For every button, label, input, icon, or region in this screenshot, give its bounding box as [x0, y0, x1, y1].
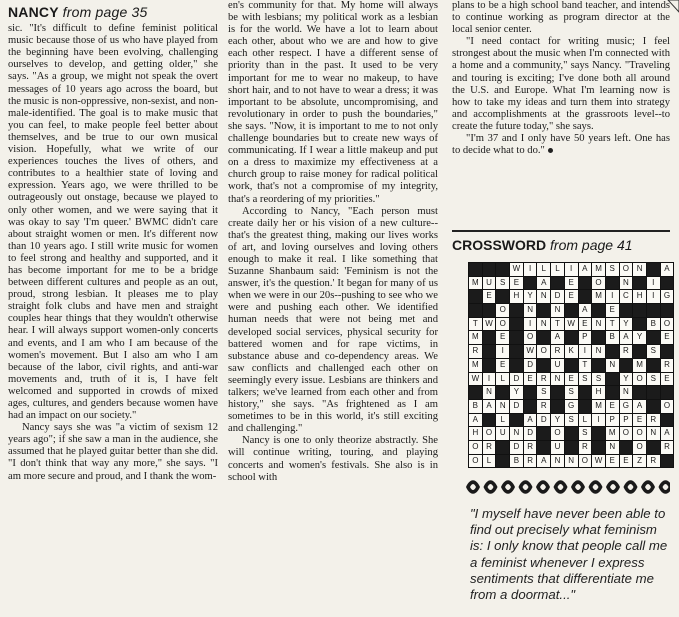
grid-letter: P	[620, 414, 633, 427]
grid-letter: I	[647, 277, 660, 290]
grid-letter: I	[647, 290, 660, 303]
grid-letter: S	[592, 373, 605, 386]
grid-letter: K	[565, 345, 578, 358]
grid-letter: E	[510, 277, 523, 290]
grid-letter: H	[469, 427, 482, 440]
grid-block	[510, 359, 523, 372]
grid-letter: D	[537, 414, 550, 427]
grid-block	[496, 441, 509, 454]
grid-block	[647, 331, 660, 344]
grid-letter: M	[592, 290, 605, 303]
grid-letter: N	[551, 304, 564, 317]
grid-letter: I	[579, 345, 592, 358]
grid-block	[647, 386, 660, 399]
grid-letter: C	[620, 290, 633, 303]
grid-letter: R	[661, 359, 674, 372]
grid-block	[633, 304, 646, 317]
grid-letter: I	[565, 263, 578, 276]
grid-block	[661, 345, 674, 358]
page-corner-icon	[666, 0, 679, 14]
grid-letter: W	[565, 318, 578, 331]
grid-letter: S	[647, 373, 660, 386]
grid-letter: A	[661, 263, 674, 276]
grid-block	[483, 304, 496, 317]
grid-letter: O	[579, 455, 592, 468]
grid-letter: P	[606, 414, 619, 427]
grid-block	[496, 386, 509, 399]
grid-letter: N	[620, 277, 633, 290]
grid-letter: O	[661, 400, 674, 413]
paragraph: According to Nancy, "Each person must create daily her or his vision of a new culture--that's the greatest thing, making our lives works of art, and loving ourselves and loving others enough to make it real. I like something that Suzanne Shanbaum said: 'Feminism is not the answer, it's the question.' It began for many of us when we were in our 20s--pushing to see who we were and pushing each other. We identified human needs that were not being met and developed social services, physical security for battered women and for rape victims, in substance abuse and co-dependency areas. We saw conflicts and challenged each other on seemingly every issue. Lesbians are thinkers and talkers; we've learned from each other and from history," she says. "As frightened as I am sometimes to be in this world, it's still exciting and challenging."	[228, 205, 438, 435]
grid-block	[496, 455, 509, 468]
grid-letter: T	[551, 318, 564, 331]
grid-letter: S	[579, 427, 592, 440]
grid-letter: O	[524, 331, 537, 344]
grid-letter: I	[606, 290, 619, 303]
grid-letter: N	[592, 318, 605, 331]
grid-block	[565, 359, 578, 372]
grid-letter: B	[510, 455, 523, 468]
grid-letter: R	[551, 345, 564, 358]
grid-letter: N	[647, 427, 660, 440]
crossword-title-text: CROSSWORD	[452, 237, 547, 253]
article-column-2	[228, 0, 438, 484]
grid-block	[592, 331, 605, 344]
grid-letter: O	[551, 427, 564, 440]
grid-letter: E	[606, 455, 619, 468]
grid-letter: O	[633, 373, 646, 386]
grid-letter: O	[469, 441, 482, 454]
grid-block	[633, 277, 646, 290]
grid-letter: I	[592, 414, 605, 427]
grid-letter: E	[661, 373, 674, 386]
grid-letter: N	[606, 441, 619, 454]
grid-block	[510, 345, 523, 358]
grid-letter: W	[592, 455, 605, 468]
grid-letter: L	[483, 455, 496, 468]
grid-block	[633, 318, 646, 331]
grid-letter: D	[524, 359, 537, 372]
grid-block	[524, 386, 537, 399]
paragraph: sic. "It's difficult to define feminist political music because those of us who have played from the beginning have been evolving, challenging ourselves to develop, and getting older," she says. "As a group, we might not speak the overt messages of 10 years ago across the board, but the music is non-oppressive, non-sexist, and non-male-identified. The goal is to make music that you can feel, to make people feel better about themselves, and be true to our own musical vision. Hopefully, what we write of our experiences touches the lives of others, and contributes to a healthier state of loving and expression. Years ago, we were thrilled to be outrageously out onstage, because we played to only other women, and we were saying that it was okay to say 'I'm queer.' BWMC didn't care about straight women or men. It's different now than 10 years ago. I still write music for women to feel strong and healthy and supported, and it has become important for me to be a bridge between different cultures and people as an out, proud, strong lesbian. It pleases me to play straight folk clubs and have men and straight couples hear things that they wouldn't otherwise hear. I will always support women-only concerts and events, and I am who I am because of the women's movement. But I also am who I am because of the labor, civil rights, and anti-war movements and, truth of it is, I have felt welcomed and supported in crowds of mixed ages, cultures, and genders because women have had an impact on our society."	[8, 23, 218, 422]
article-headline	[8, 6, 218, 18]
grid-letter: M	[469, 277, 482, 290]
grid-letter: D	[510, 441, 523, 454]
grid-letter: L	[537, 263, 550, 276]
grid-block	[537, 331, 550, 344]
grid-block	[565, 427, 578, 440]
paragraph: Nancy is one to only theorize abstractly. She will continue writing, touring, and playing concerts and women's festivals. She also is in school with	[228, 435, 438, 483]
grid-letter: Y	[620, 373, 633, 386]
grid-letter: E	[633, 414, 646, 427]
grid-letter: N	[537, 290, 550, 303]
grid-letter: S	[496, 277, 509, 290]
grid-block	[633, 345, 646, 358]
grid-letter: W	[524, 345, 537, 358]
grid-letter: D	[510, 400, 523, 413]
paragraph	[452, 133, 670, 157]
grid-block	[524, 400, 537, 413]
grid-letter: H	[633, 290, 646, 303]
grid-letter: N	[524, 304, 537, 317]
grid-block	[565, 304, 578, 317]
grid-block	[510, 331, 523, 344]
grid-letter: L	[496, 373, 509, 386]
grid-letter: P	[579, 331, 592, 344]
grid-block	[606, 373, 619, 386]
grid-letter: H	[510, 290, 523, 303]
grid-block	[661, 277, 674, 290]
grid-letter: O	[496, 318, 509, 331]
article-column-3	[452, 0, 670, 157]
grid-letter: Y	[510, 386, 523, 399]
grid-letter: S	[565, 414, 578, 427]
grid-letter: Y	[620, 318, 633, 331]
grid-block	[592, 441, 605, 454]
grid-letter: Y	[551, 414, 564, 427]
grid-letter: N	[620, 386, 633, 399]
grid-letter: S	[565, 386, 578, 399]
grid-block	[579, 277, 592, 290]
grid-block	[483, 263, 496, 276]
grid-letter: A	[537, 455, 550, 468]
grid-letter: I	[496, 345, 509, 358]
grid-letter: O	[620, 263, 633, 276]
grid-letter: M	[469, 359, 482, 372]
grid-letter: G	[565, 400, 578, 413]
grid-letter: O	[537, 345, 550, 358]
grid-letter: R	[620, 345, 633, 358]
grid-block	[606, 277, 619, 290]
grid-block	[620, 441, 633, 454]
grid-letter: O	[592, 277, 605, 290]
grid-block	[633, 386, 646, 399]
grid-letter: S	[647, 345, 660, 358]
grid-letter: E	[524, 373, 537, 386]
grid-letter: S	[606, 263, 619, 276]
grid-block	[579, 400, 592, 413]
grid-letter: A	[620, 331, 633, 344]
grid-block	[537, 359, 550, 372]
grid-letter: E	[661, 331, 674, 344]
grid-letter: E	[496, 331, 509, 344]
grid-letter: A	[579, 304, 592, 317]
grid-block	[661, 304, 674, 317]
grid-letter: E	[565, 373, 578, 386]
grid-block	[551, 277, 564, 290]
grid-letter: T	[606, 318, 619, 331]
grid-letter: U	[496, 427, 509, 440]
grid-letter: D	[551, 290, 564, 303]
grid-letter: G	[661, 290, 674, 303]
grid-block	[647, 304, 660, 317]
grid-letter: U	[551, 359, 564, 372]
grid-letter: R	[483, 441, 496, 454]
grid-letter: N	[551, 455, 564, 468]
grid-block	[592, 304, 605, 317]
grid-block	[537, 427, 550, 440]
grid-letter: E	[579, 318, 592, 331]
grid-letter: B	[647, 318, 660, 331]
grid-letter: Z	[633, 455, 646, 468]
grid-block	[592, 359, 605, 372]
grid-block	[647, 441, 660, 454]
ornament-border-icon	[458, 474, 670, 500]
grid-letter: E	[620, 455, 633, 468]
grid-letter: T	[579, 359, 592, 372]
grid-letter: A	[633, 400, 646, 413]
grid-letter: E	[606, 400, 619, 413]
grid-letter: D	[524, 427, 537, 440]
pull-quote: "I myself have never been able to find out precisely what feminism is: I only know that people call me a feminist whenever I express sentiments that differentiate me from a doormat..."	[470, 506, 668, 603]
grid-letter: W	[510, 263, 523, 276]
grid-letter: W	[483, 318, 496, 331]
grid-block	[469, 290, 482, 303]
grid-block	[579, 290, 592, 303]
grid-letter: O	[633, 427, 646, 440]
grid-block	[469, 304, 482, 317]
grid-block	[537, 441, 550, 454]
grid-letter: I	[524, 318, 537, 331]
grid-letter: O	[633, 441, 646, 454]
grid-letter: O	[620, 427, 633, 440]
grid-letter: H	[592, 386, 605, 399]
grid-letter: E	[496, 359, 509, 372]
grid-letter: A	[579, 263, 592, 276]
grid-letter: N	[510, 427, 523, 440]
grid-block	[483, 345, 496, 358]
grid-letter: N	[633, 263, 646, 276]
grid-letter: R	[537, 400, 550, 413]
grid-letter: A	[551, 331, 564, 344]
grid-letter: R	[537, 373, 550, 386]
paragraph: Nancy says she was "a victim of sexism 12 years ago"; if she saw a man in the audience, she assumed that he played guitar better than she did. "I don't think that way any more," she says. "I am more secure and proud, and I thank the wom-	[8, 422, 218, 482]
article-column-1	[8, 0, 218, 483]
grid-block	[647, 359, 660, 372]
grid-block	[647, 400, 660, 413]
grid-block	[551, 386, 564, 399]
crossword-title	[452, 237, 670, 253]
grid-letter: Y	[633, 331, 646, 344]
grid-letter: G	[620, 400, 633, 413]
grid-letter: O	[661, 318, 674, 331]
grid-block	[620, 304, 633, 317]
grid-block	[483, 359, 496, 372]
grid-letter: R	[579, 441, 592, 454]
headline-title: NANCY	[8, 4, 59, 20]
grid-letter: S	[579, 373, 592, 386]
grid-letter: I	[524, 263, 537, 276]
grid-block	[483, 414, 496, 427]
grid-letter: R	[647, 455, 660, 468]
grid-letter: O	[496, 304, 509, 317]
grid-block	[661, 386, 674, 399]
section-divider	[452, 230, 670, 232]
crossword-grid	[468, 262, 674, 468]
end-mark-icon	[548, 148, 553, 153]
grid-block	[469, 263, 482, 276]
grid-letter: I	[483, 373, 496, 386]
paragraph-text: "I'm 37 and I only have 50 years left. One has to decide what to do."	[452, 133, 670, 157]
grid-letter: N	[537, 318, 550, 331]
grid-letter: N	[551, 373, 564, 386]
grid-letter: D	[510, 373, 523, 386]
grid-block	[510, 304, 523, 317]
grid-letter: T	[469, 318, 482, 331]
grid-letter: L	[496, 414, 509, 427]
grid-letter: M	[469, 331, 482, 344]
grid-letter: A	[537, 277, 550, 290]
grid-block	[537, 304, 550, 317]
grid-letter: U	[483, 277, 496, 290]
grid-letter: R	[524, 455, 537, 468]
grid-letter: N	[606, 359, 619, 372]
grid-letter: O	[469, 455, 482, 468]
grid-letter: A	[661, 427, 674, 440]
grid-letter: A	[483, 400, 496, 413]
grid-letter: N	[483, 386, 496, 399]
grid-letter: E	[483, 290, 496, 303]
grid-block	[661, 455, 674, 468]
grid-letter: W	[469, 373, 482, 386]
grid-letter: B	[469, 400, 482, 413]
grid-letter: O	[483, 427, 496, 440]
grid-letter: A	[469, 414, 482, 427]
grid-block	[620, 359, 633, 372]
grid-letter: R	[647, 414, 660, 427]
grid-letter: N	[565, 455, 578, 468]
grid-letter: E	[606, 304, 619, 317]
grid-block	[551, 400, 564, 413]
grid-block	[510, 318, 523, 331]
paragraph: en's community for that. My home will always be with lesbians; my political work as a lesbian is for the world. We have a lot to learn about each other, about who we are and how to give each other respect. I have a different sense of priority than in the past. It used to be very important for me to wear no makeup, to have short hair, and to not have to wear a dress; it was important to be absolute, uncompromising, and revolutionary in order to push the boundaries," she says. "Now, it is important to me to not only challenge boundaries but to create new ways of communicating. If I wear a little makeup and put on a dress to maximize my effectiveness at a church group to raise money for radical political work, that's not a compromise of my integrity, that's a reordering of my priorities."	[228, 0, 438, 205]
grid-letter: M	[592, 263, 605, 276]
grid-block	[469, 386, 482, 399]
paragraph: "I need contact for writing music; I feel strongest about the music when I'm connected with a home and a community," says Nancy. "Traveling and touring is exciting; I've done both all around the U.S. and Europe. What I'm learning now is how to take my ideas and turn them into strategy and accomplishments at the grassroots level--to create the future today," she says.	[452, 36, 670, 132]
grid-block	[496, 290, 509, 303]
grid-letter: E	[565, 277, 578, 290]
grid-letter: M	[633, 359, 646, 372]
grid-block	[565, 441, 578, 454]
grid-letter: U	[551, 441, 564, 454]
grid-block	[524, 277, 537, 290]
grid-letter: Y	[524, 290, 537, 303]
grid-block	[606, 345, 619, 358]
paragraph: plans to be a high school band teacher, and intends to continue working as program director at the local senior center.	[452, 0, 670, 36]
grid-letter: A	[524, 414, 537, 427]
grid-letter: B	[606, 331, 619, 344]
grid-letter: L	[551, 263, 564, 276]
grid-letter: L	[579, 414, 592, 427]
grid-letter: R	[661, 441, 674, 454]
grid-block	[565, 331, 578, 344]
grid-block	[579, 386, 592, 399]
grid-letter: E	[565, 290, 578, 303]
grid-letter: M	[606, 427, 619, 440]
grid-letter: M	[592, 400, 605, 413]
crossword-subtitle: from page 41	[550, 237, 633, 253]
grid-block	[647, 263, 660, 276]
grid-block	[496, 263, 509, 276]
grid-block	[661, 414, 674, 427]
grid-letter: R	[469, 345, 482, 358]
headline-subtitle: from page 35	[62, 4, 148, 20]
grid-letter: R	[524, 441, 537, 454]
grid-block	[510, 414, 523, 427]
grid-block	[483, 331, 496, 344]
grid-letter: N	[592, 345, 605, 358]
grid-block	[606, 386, 619, 399]
grid-block	[592, 427, 605, 440]
grid-letter: S	[537, 386, 550, 399]
grid-letter: N	[496, 400, 509, 413]
